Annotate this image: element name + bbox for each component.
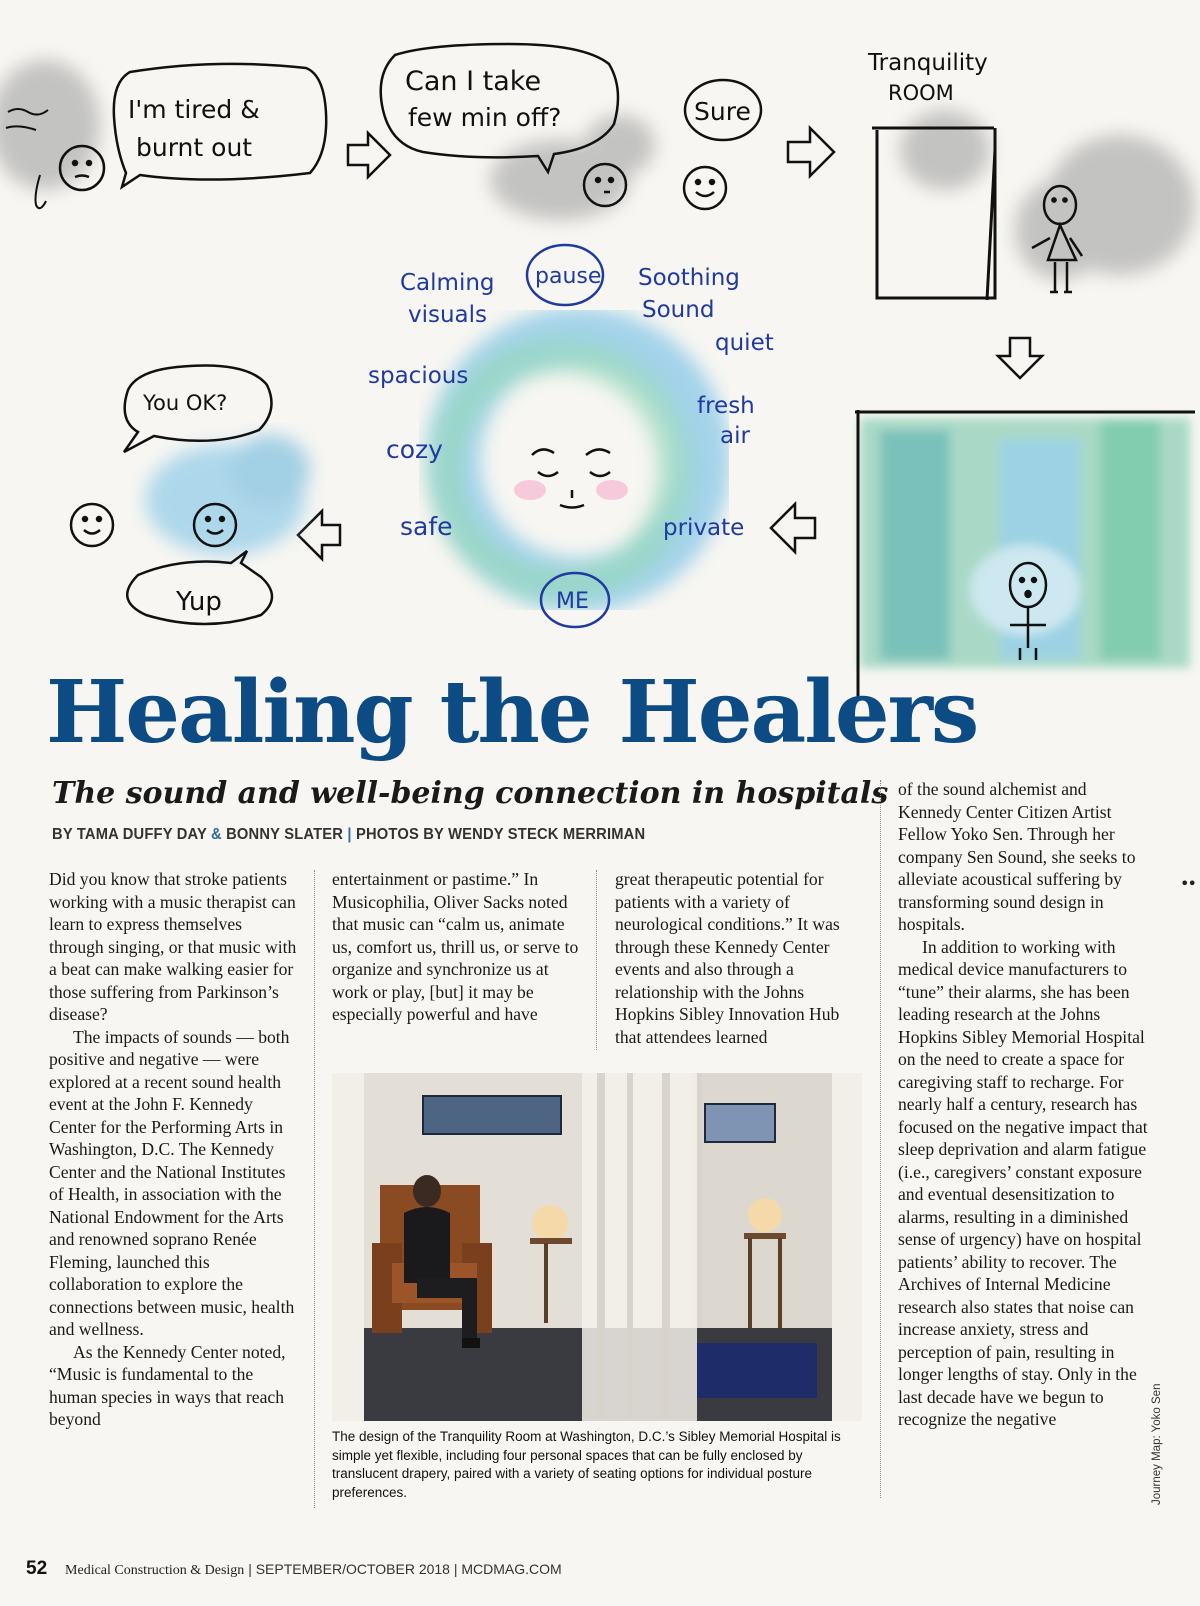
svg-text:burnt out: burnt out: [136, 133, 253, 162]
byline: [52, 826, 645, 844]
svg-text:You OK?: You OK?: [143, 391, 228, 415]
article-column-4: [898, 778, 1148, 1431]
column-divider: [880, 780, 881, 1498]
arrow-right-icon: [348, 133, 390, 177]
svg-text:I'm tired &: I'm tired &: [128, 95, 260, 124]
svg-text:Soothing: Soothing: [638, 265, 740, 291]
magazine-name: Medical Construction & Design: [65, 1563, 245, 1578]
journey-map-illustration: [0, 0, 1200, 720]
article-column-2: [332, 868, 584, 1026]
paragraph: In addition to working with medical device manufacturers to “tune” their alarms, she has been leading research at the Johns Hopkins Sibley Memorial Hospital on the need to create a space for caregiving staff to recharge. For nearly half a century, research has focused on the negative impact that sleep deprivation and alarm fatigue (i.e., caregivers’ constant exposure and eventual desensitization to alarms, resulting in a diminished sense of urgency) have on hospital patients’ ability to recover. The Archives of Internal Medicine research also states that noise can increase anxiety, stress and perception of pain, resulting in longer lengths of stay. Only in the last decade have we begun to recognize the negative: [898, 936, 1148, 1429]
arrow-right-icon: [788, 128, 834, 176]
page-title: Healing the Healers: [46, 662, 978, 763]
smiling-face-icon: [684, 167, 726, 209]
svg-text:pause: pause: [535, 264, 602, 289]
byline-authors-2: BONNY SLATER: [226, 826, 344, 843]
svg-text:Tranquility: Tranquility: [868, 50, 988, 76]
svg-text:quiet: quiet: [715, 330, 774, 356]
paragraph: As the Kennedy Center noted, “Music is fundamental to the human species in ways that reach beyond: [49, 1341, 286, 1429]
photo-scene: [332, 1073, 862, 1421]
svg-text:Calming: Calming: [400, 270, 495, 296]
byline-authors-1: BY TAMA DUFFY DAY: [52, 826, 207, 843]
speech-bubble-sure: [685, 80, 761, 140]
svg-text:Yup: Yup: [176, 587, 222, 617]
byline-ampersand: &: [211, 826, 222, 843]
paragraph: great therapeutic potential for patients with a variety of neurological conditions.” It was through these Kennedy Center events and also through a relationship with the Johns Hopkins Sibley Innovation Hub that attendees learned: [615, 869, 840, 1047]
svg-text:cozy: cozy: [386, 435, 443, 464]
page-footer: [26, 1558, 562, 1580]
tranquility-room-label: [867, 50, 988, 105]
paragraph: entertainment or pastime.” In Musicophilia, Oliver Sacks noted that music can “calm us, animate us, comfort us, thrill us, or serve to organize and synchronize us at work or play, [but] it may be especially powerful and have: [332, 869, 579, 1024]
column-divider: [596, 870, 597, 1050]
illustration-credit: Journey Map: Yoko Sen: [1151, 1383, 1163, 1505]
svg-text:fresh: fresh: [697, 393, 755, 419]
paragraph: Did you know that stroke patients working with a music therapist can learn to express themselves through singing, or that music with a beat can make walking easier for those suffering from Parkinson’s disease?: [49, 869, 297, 1024]
article-column-1: [49, 868, 301, 1431]
calming-wreath: [445, 335, 703, 585]
svg-text:visuals: visuals: [408, 302, 488, 328]
margin-dots: ••: [1180, 874, 1195, 893]
byline-photos: PHOTOS BY WENDY STECK MERRIMAN: [355, 826, 646, 843]
page-number: 52: [26, 1558, 48, 1579]
article-column-3: [615, 868, 865, 1048]
svg-text:air: air: [720, 423, 750, 449]
photo-caption: The design of the Tranquility Room at Washington, D.C.’s Sibley Memorial Hospital is simple yet flexible, including four personal spaces that can be fully enclosed by translucent drapery, paired with a variety of seating options for individual posture preferences.: [332, 1429, 841, 1500]
arrow-left-icon: [771, 504, 815, 552]
svg-text:safe: safe: [400, 512, 453, 541]
issue-info: | SEPTEMBER/OCTOBER 2018 | MCDMAG.COM: [248, 1561, 562, 1577]
paragraph: The impacts of sounds — both positive and negative — were explored at a recent sound health event at the John F. Kennedy Center for the Performing Arts in Washington, D.C. The Kennedy Center and the National Institutes of Health, in association with the National Endowment for the Arts and renowned soprano Renée Fleming, launched this collaboration to explore the connections between music, health and wellness.: [49, 1026, 295, 1339]
tranquility-room-photo: [332, 1073, 862, 1421]
room-interior-drawing: [855, 410, 1195, 700]
arrow-down-icon: [998, 338, 1042, 378]
svg-text:spacious: spacious: [368, 363, 469, 389]
subtitle: The sound and well-being connection in hospitals: [52, 776, 889, 811]
column-divider: [314, 870, 315, 1508]
svg-text:ME: ME: [556, 589, 589, 614]
svg-text:few min off?: few min off?: [408, 103, 562, 132]
svg-text:private: private: [663, 515, 745, 541]
paragraph: of the sound alchemist and Kennedy Center Citizen Artist Fellow Yoko Sen. Through her company Sen Sound, she seeks to alleviate acoustical suffering by transforming sound design in hospitals.: [898, 779, 1136, 934]
check-in-scene: [71, 365, 310, 624]
gray-wash: [0, 60, 1195, 280]
svg-text:Can I take: Can I take: [405, 66, 542, 97]
speech-bubble-tired: [114, 64, 326, 187]
svg-text:Sure: Sure: [694, 97, 751, 126]
svg-text:ROOM: ROOM: [888, 81, 954, 105]
arrow-left-icon: [298, 511, 340, 559]
svg-text:Sound: Sound: [642, 297, 715, 323]
byline-separator: |: [347, 826, 352, 843]
